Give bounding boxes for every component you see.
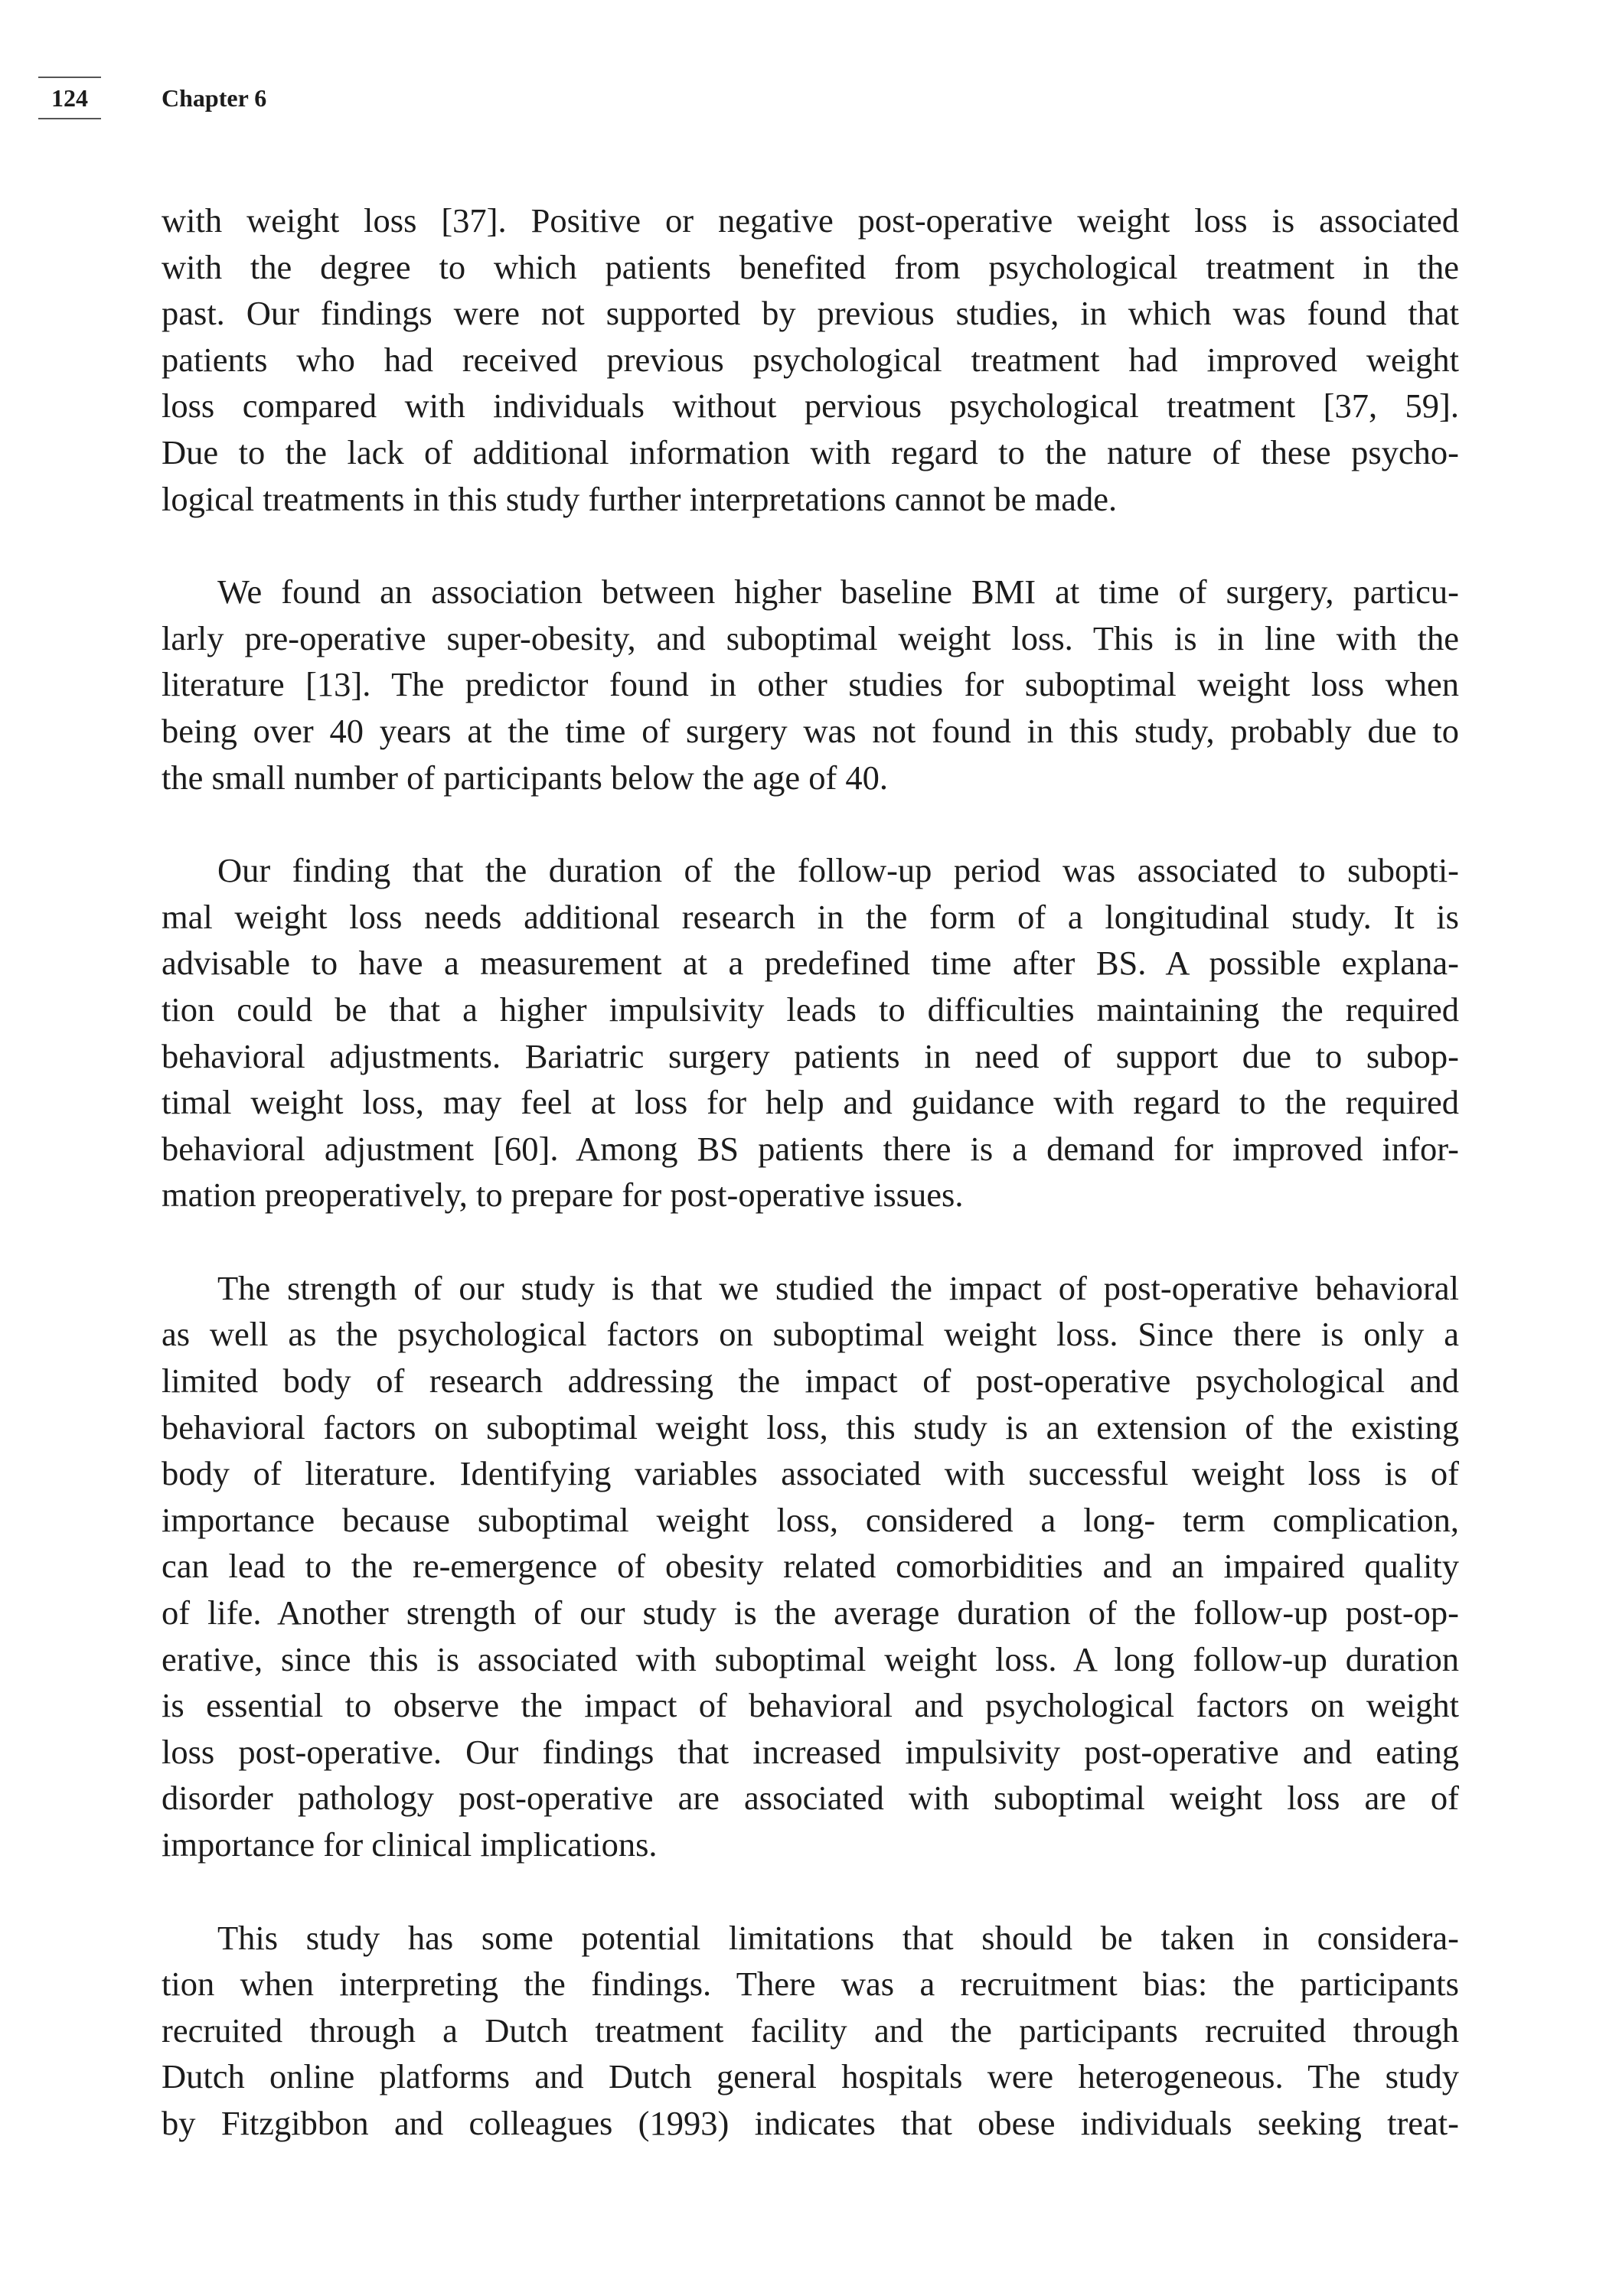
text-line: The strength of our study is that we studied the impact of post-operative behavioral bbox=[217, 1268, 1459, 1307]
text-line: past. Our findings were not supported by previous studies, in which was found that bbox=[162, 294, 1459, 333]
text-line: behavioral factors on suboptimal weight loss, this study is an extension of the existing bbox=[162, 1407, 1459, 1446]
text-line: is essential to observe the impact of behavioral and psychological factors on weight bbox=[162, 1686, 1459, 1725]
text-line: patients who had received previous psychological treatment had improved weight bbox=[162, 340, 1459, 379]
page-number: 124 bbox=[38, 77, 101, 119]
text-line: Dutch online platforms and Dutch general hospitals were heterogeneous. The study bbox=[162, 2057, 1459, 2096]
text-line: loss compared with individuals without pervious psychological treatment [37, 59]. bbox=[162, 386, 1459, 426]
running-header-chapter: Chapter 6 bbox=[162, 84, 267, 112]
paragraph bbox=[162, 1265, 1459, 1868]
text-line: We found an association between higher baseline BMI at time of surgery, particu- bbox=[217, 572, 1459, 612]
text-line: disorder pathology post-operative are associated with suboptimal weight loss are of bbox=[162, 1779, 1459, 1818]
text-line: literature [13]. The predictor found in other studies for suboptimal weight loss when bbox=[162, 665, 1459, 704]
text-line: tion could be that a higher impulsivity leads to difficulties maintaining the required bbox=[162, 990, 1459, 1029]
text-line: can lead to the re-emergence of obesity related comorbidities and an impaired quality bbox=[162, 1547, 1459, 1586]
text-line: behavioral adjustments. Bariatric surgery patients in need of support due to subop- bbox=[162, 1036, 1459, 1075]
text-line: mation preoperatively, to prepare for post-operative issues. bbox=[162, 1176, 964, 1215]
text-line: importance for clinical implications. bbox=[162, 1825, 658, 1864]
text-line: as well as the psychological factors on suboptimal weight loss. Since there is only a bbox=[162, 1315, 1459, 1354]
text-line: timal weight loss, may feel at loss for help and guidance with regard to the required bbox=[162, 1083, 1459, 1122]
paragraph bbox=[162, 569, 1459, 801]
text-line: importance because suboptimal weight loss, considered a long- term complication, bbox=[162, 1500, 1459, 1539]
text-line: erative, since this is associated with suboptimal weight loss. A long follow-up duration bbox=[162, 1639, 1459, 1678]
text-line: with weight loss [37]. Positive or negative post-operative weight loss is associated bbox=[162, 201, 1459, 240]
text-line: body of literature. Identifying variables associated with successful weight loss is of bbox=[162, 1454, 1459, 1493]
text-line: Due to the lack of additional information with regard to the nature of these psycho- bbox=[162, 432, 1459, 471]
body-text bbox=[162, 197, 1459, 2193]
text-line: behavioral adjustment [60]. Among BS patients there is a demand for improved infor- bbox=[162, 1129, 1459, 1168]
paragraph bbox=[162, 1915, 1459, 2147]
text-line: This study has some potential limitations that should be taken in considera- bbox=[217, 1918, 1459, 1957]
text-line: loss post-operative. Our findings that increased impulsivity post-operative and eating bbox=[162, 1732, 1459, 1771]
text-line: by Fitzgibbon and colleagues (1993) indicates that obese individuals seeking treat- bbox=[162, 2103, 1459, 2142]
text-line: limited body of research addressing the impact of post-operative psychological and bbox=[162, 1362, 1459, 1401]
text-line: being over 40 years at the time of surgery was not found in this study, probably due to bbox=[162, 711, 1459, 750]
paragraph bbox=[162, 847, 1459, 1218]
text-line: mal weight loss needs additional research in the form of a longitudinal study. It is bbox=[162, 897, 1459, 936]
text-line: of life. Another strength of our study is the average duration of the follow-up post-op- bbox=[162, 1593, 1459, 1632]
text-line: with the degree to which patients benefited from psychological treatment in the bbox=[162, 247, 1459, 286]
text-line: Our finding that the duration of the follow-up period was associated to subopti- bbox=[217, 851, 1459, 890]
text-line: the small number of participants below the age of 40. bbox=[162, 758, 889, 797]
paragraph bbox=[162, 197, 1459, 522]
text-line: advisable to have a measurement at a predefined time after BS. A possible explana- bbox=[162, 944, 1459, 983]
text-line: tion when interpreting the findings. There was a recruitment bias: the participants bbox=[162, 1965, 1459, 2004]
text-line: larly pre-operative super-obesity, and suboptimal weight loss. This is in line with the bbox=[162, 618, 1459, 657]
text-line: logical treatments in this study further interpretations cannot be made. bbox=[162, 479, 1118, 518]
text-line: recruited through a Dutch treatment facility and the participants recruited through bbox=[162, 2011, 1459, 2050]
